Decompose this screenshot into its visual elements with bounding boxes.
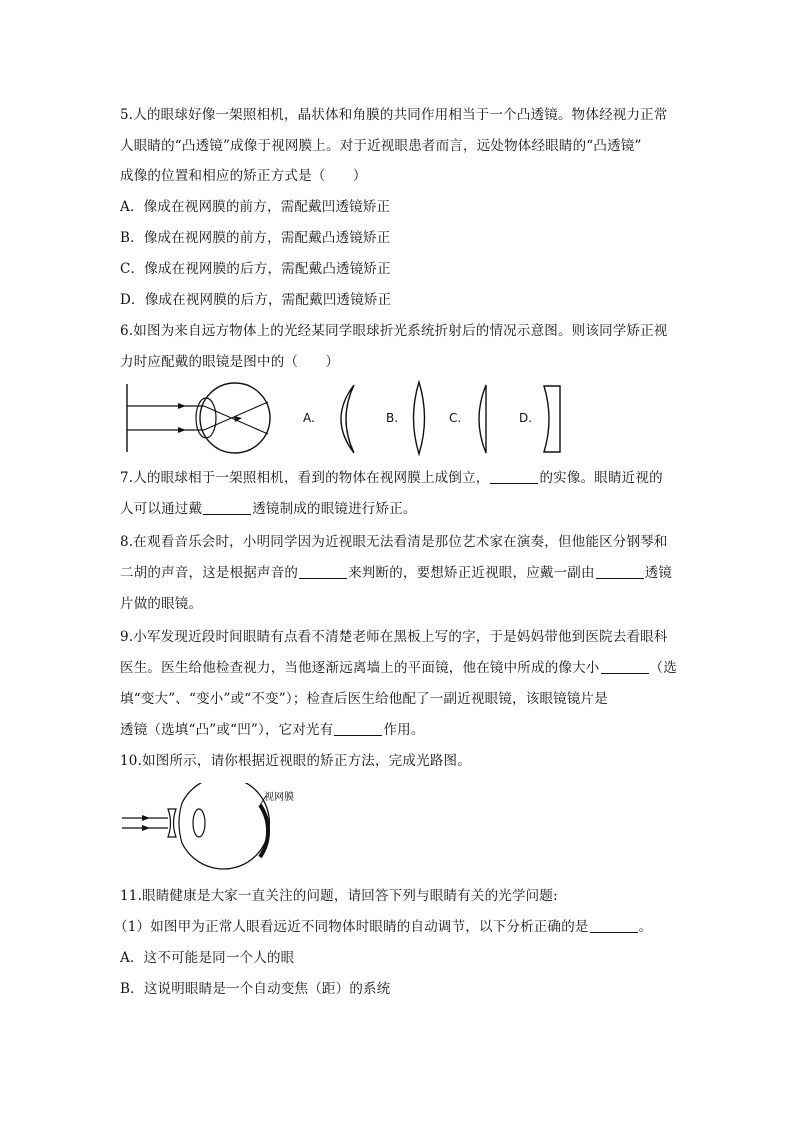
q6-lens-a-meniscus [326,383,360,455]
q9-line-2 [120,659,677,677]
q9-blank-1[interactable] [601,661,649,674]
q5-stem-line-3: 成像的位置和相应的矫正方式是（ ） [120,168,367,184]
q6-option-b-label: B. [386,411,399,425]
q6-stem-line-1: 6.如图为来自远方物体上的光经某同学眼球折光系统折射后的情况示意图。则该同学矫正视 [120,323,668,339]
q7-text-d: 透镜制成的眼镜进行矫正。 [252,501,417,517]
q7-text-c: 人可以通过戴 [120,501,203,517]
q6-option-c-label: C. [449,411,462,425]
q9-blank-2[interactable] [334,723,382,736]
q8-line-1: 8.在观看音乐会时，小明同学因为近视眼无法看清是那位艺术家在演奏，但他能区分钢琴和 [120,534,668,550]
q7-blank-2[interactable] [203,502,251,515]
q6-lens-c-plano-convex [472,383,494,455]
q5-option-a: A．像成在视网膜的前方，需配戴凹透镜矫正 [120,199,391,215]
q11-option-b: B．这说明眼睛是一个自动变焦（距）的系统 [120,981,391,997]
q10-stem: 10.如图所示，请你根据近视眼的矫正方法，完成光路图。 [120,753,471,769]
q9-line-1: 9.小军发现近段时间眼睛有点看不清楚老师在黑板上写的字，于是妈妈带他到医院去看眼科 [120,629,668,645]
q6-stem-line-2: 力时应配戴的眼镜是图中的（ ） [120,354,340,370]
q5-option-b: B．像成在视网膜的前方，需配戴凸透镜矫正 [120,230,391,246]
q6-option-a-label: A. [303,411,315,425]
q6-lens-b-convex [408,380,430,456]
q10-retina-label: 视网膜 [264,792,294,803]
q9-text-b: （选 [649,660,677,676]
q11-sub-question-1 [114,918,652,936]
q9-line-3: 填“变大”、“变小”或“不变”）；检查后医生给他配了一副近视眼镜，该眼镜镜片是 [120,691,608,707]
q9-text-c: 透镜（选填“凸”或“凹”），它对光有 [120,722,334,738]
q8-text-a: 二胡的声音，这是根据声音的 [120,565,299,581]
q8-line-2 [120,564,672,582]
q7-line-2 [120,500,417,518]
q6-option-d-label: D. [519,411,533,425]
q11-option-a: A．这不可能是同一个人的眼 [120,950,295,966]
q5-option-d: D．像成在视网膜的后方，需配戴凹透镜矫正 [120,292,392,308]
q5-stem-line-2: 人眼睛的“凸透镜”成像于视网膜上。对于近视眼患者而言，远处物体经眼睛的“凸透镜” [120,138,642,154]
q8-blank-2[interactable] [596,566,644,579]
q8-blank-1[interactable] [299,566,347,579]
q5-option-c: C．像成在视网膜的后方，需配戴凸透镜矫正 [120,261,391,277]
q9-text-a: 医生。医生给他检查视力，当他逐渐远离墙上的平面镜，他在镜中所成的像大小 [120,660,600,676]
q5-stem-line-1: 5.人的眼球好像一架照相机，晶状体和角膜的共同作用相当于一个凸透镜。物体经视力正常 [120,107,668,123]
q11-blank-1[interactable] [590,920,638,933]
q7-text-a: 7.人的眼球相于一架照相机，看到的物体在视网膜上成倒立， [120,470,490,486]
q6-lens-d-plano-concave [542,384,564,454]
q8-line-3: 片做的眼镜。 [120,596,203,612]
q11-stem: 11.眼睛健康是大家一直关注的问题，请回答下列与眼睛有关的光学问题: [120,888,558,904]
q7-line-1 [120,469,663,487]
q7-blank-1[interactable] [490,471,538,484]
q8-text-b: 来判断的，要想矫正近视眼，应戴一副由 [348,565,595,581]
q11-sub-text-b: 。 [638,919,653,935]
q11-sub-text-a: （1）如图甲为正常人眼看远近不同物体时眼睛的自动调节，以下分析正确的是 [114,919,589,935]
q8-text-c: 透镜 [644,565,673,581]
q7-text-b: 的实像。眼睛近视的 [539,470,663,486]
q9-line-4 [120,721,425,739]
q9-text-d: 作用。 [383,722,425,738]
